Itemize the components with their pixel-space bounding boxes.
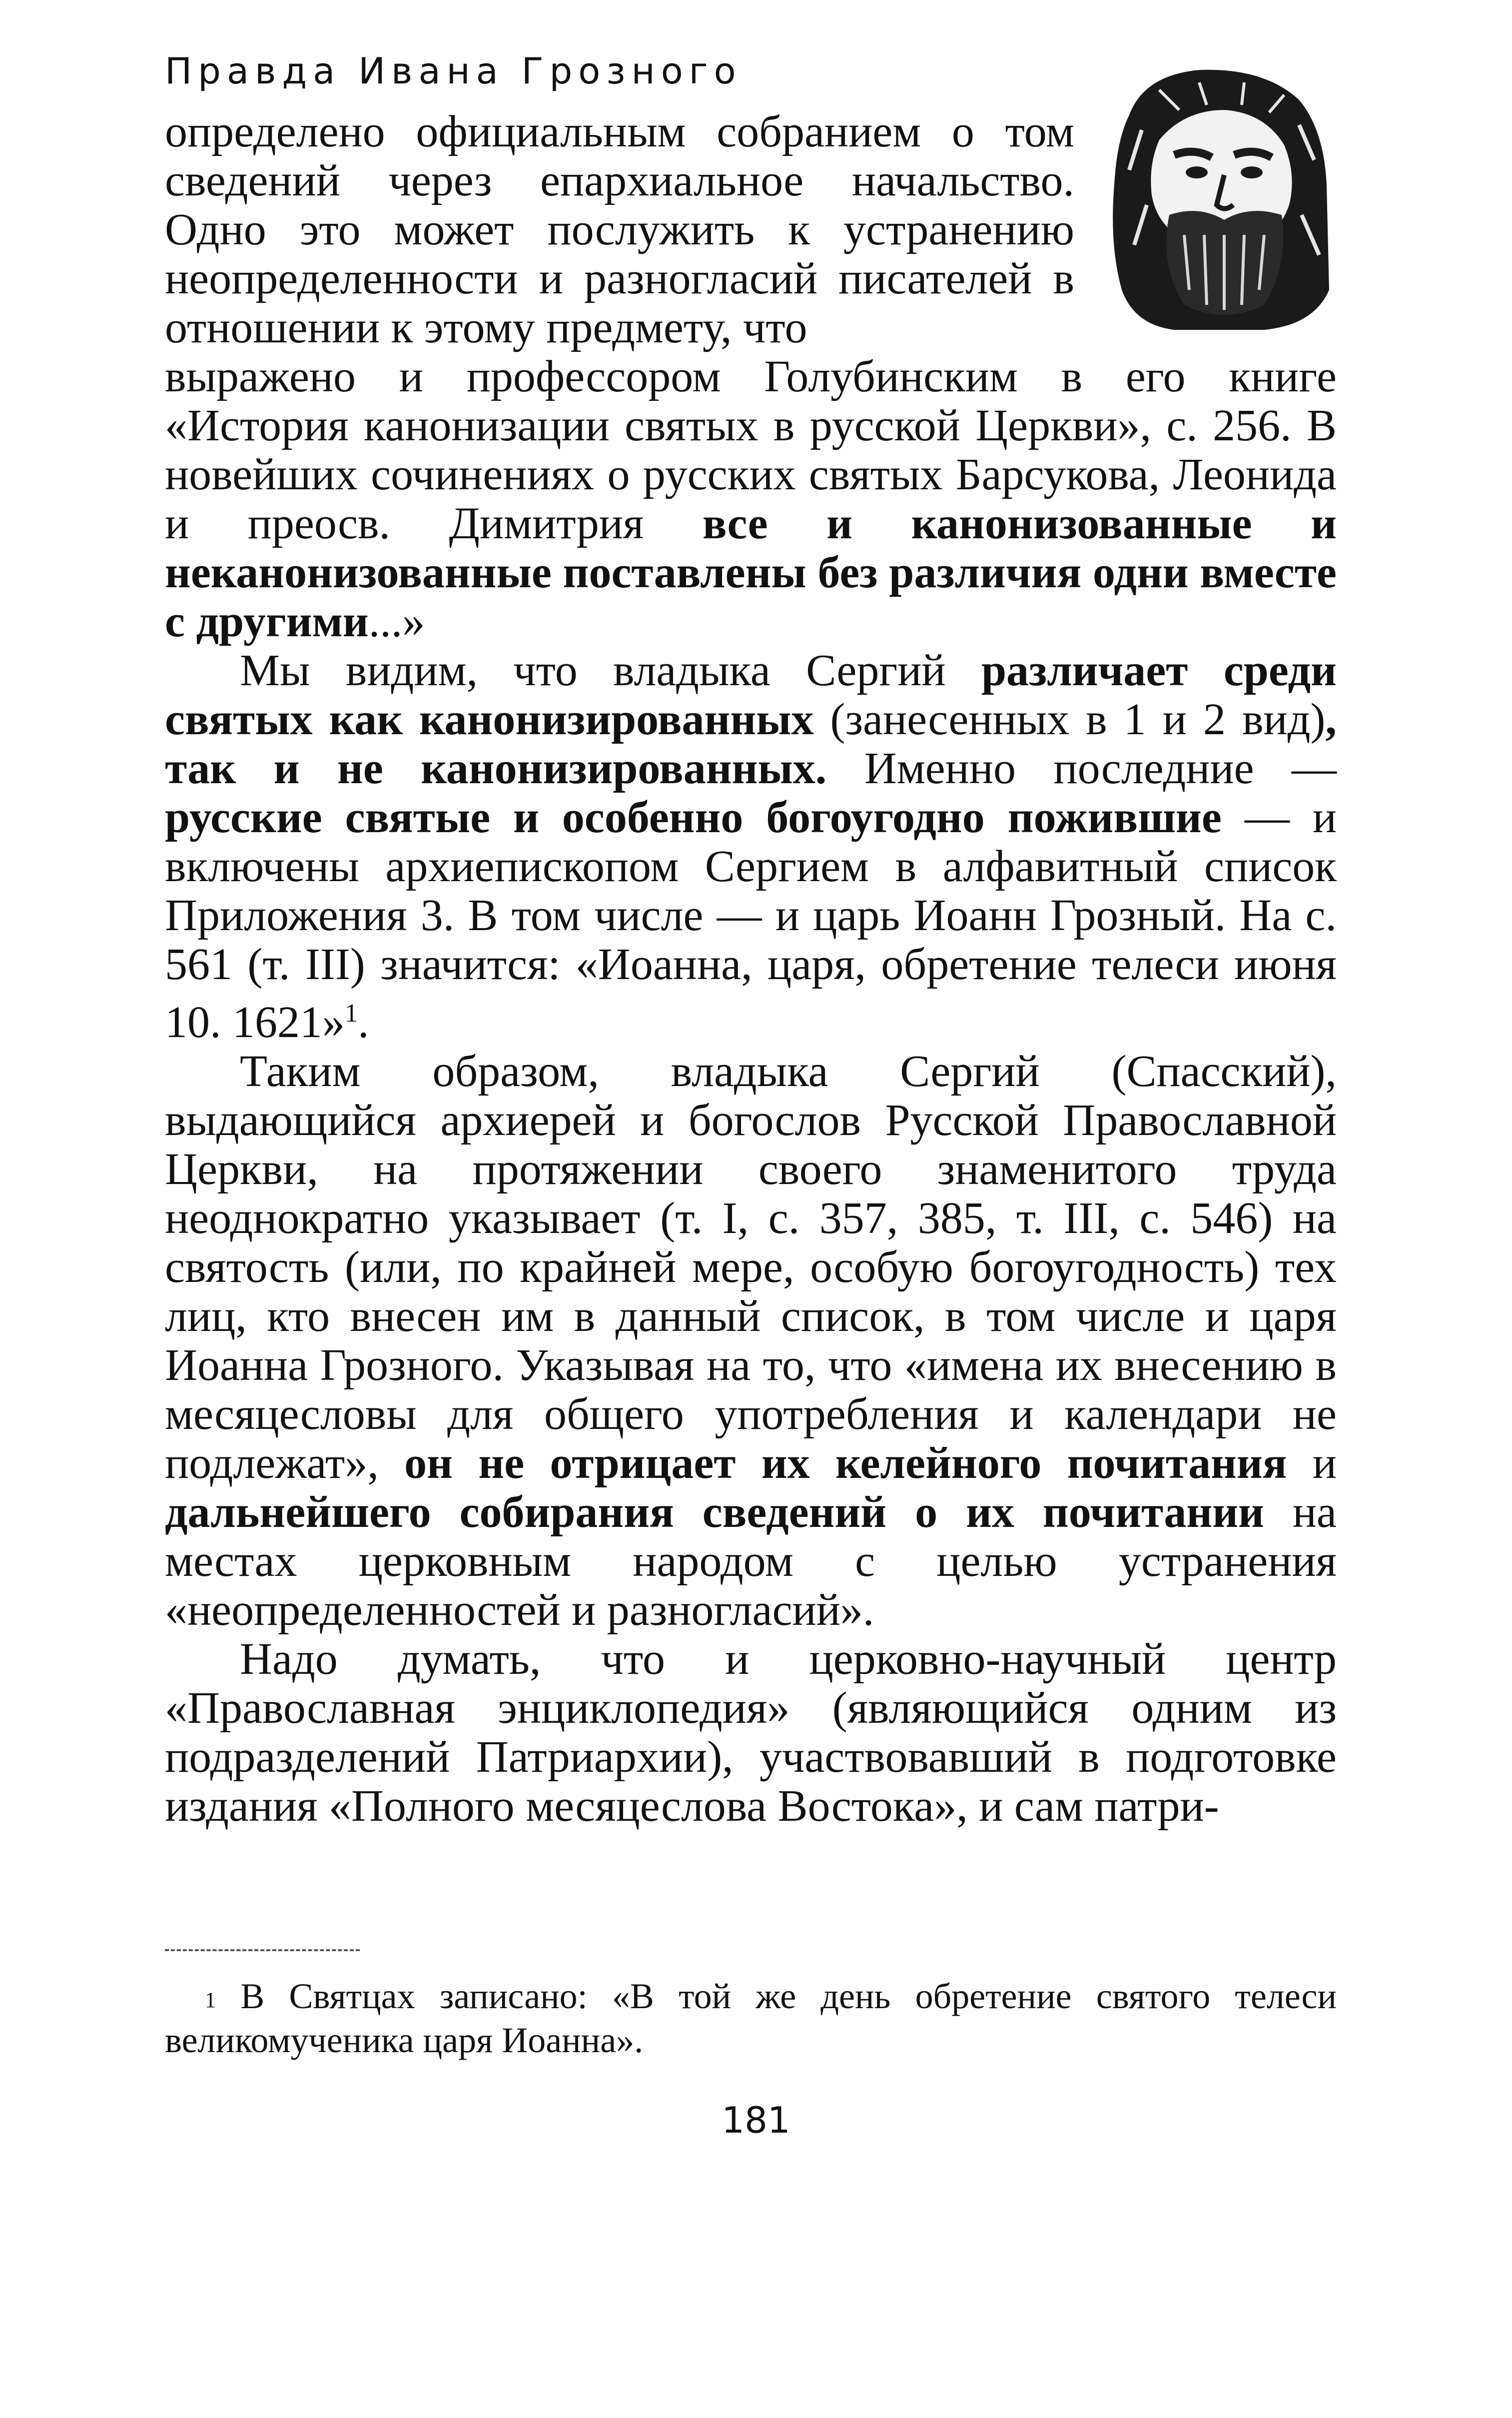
paragraph-1-intro: определено официальным собранием о том сведений через епархиальное начальство. Одно это может послужить к устранению неопределенности и разногласий писателей в отношении к этому предмету, что bbox=[165, 107, 1074, 352]
footnote-reference: 1 bbox=[345, 999, 358, 1028]
paragraph-2-bold-3: русские святые и особенно богоугодно пожившие bbox=[165, 793, 1222, 842]
footnote-divider bbox=[165, 1949, 360, 1951]
paragraph-3-text-3: на местах церковным народом с целью устранения «неопределенностей и разногласий». bbox=[165, 1487, 1337, 1635]
footnote-marker: 1 bbox=[205, 1988, 216, 2012]
body-text bbox=[165, 107, 1337, 1831]
paragraph-2-text-2: (занесенных в 1 и 2 вид) bbox=[813, 695, 1326, 744]
paragraph-2-bold-1: различает среди святых как канонизированных bbox=[165, 646, 1337, 744]
paragraph-2-text-5: . bbox=[358, 998, 369, 1047]
paragraph-2-text-3: Именно последние — bbox=[826, 744, 1337, 793]
footnote-text: В Святцах записано: «В той же день обретение святого телеси великомученика царя Иоанна». bbox=[165, 1976, 1337, 2060]
paragraph-4-text: Надо думать, что и церковно-научный центр «Православная энциклопедия» (являющийся одним из подразделений Патриархии), участвовавший в подготовке издания «Полного месяцеслова Востока», и сам патри- bbox=[165, 1634, 1337, 1831]
paragraph-1 bbox=[165, 107, 1337, 646]
footnote bbox=[165, 1974, 1337, 2062]
paragraph-3 bbox=[165, 1047, 1337, 1635]
paragraph-2-text-4: — и включены архиепископом Сергием в алфавитный список Приложения 3. В том числе — и царь Иоанн Грозный. На с. 561 (т. III) значится: «Иоанна, царя, обретение телеси июня 10. 1621» bbox=[165, 793, 1337, 1047]
page-number: 181 bbox=[722, 2099, 790, 2141]
paragraph-2-text-1: Мы видим, что владыка Сергий bbox=[240, 646, 981, 695]
paragraph-2 bbox=[165, 646, 1337, 1047]
paragraph-1-bold: все и канонизованные и неканонизованные поставлены без различия одни вместе с другими bbox=[165, 499, 1337, 646]
paragraph-3-bold-2: дальнейшего собирания сведений о их почитании bbox=[165, 1487, 1264, 1537]
paragraph-1-text: выражено и профессором Голубинским в его книге «История канонизации святых в русской Церкви», с. 256. В новейших сочинениях о русских святых Барсукова, Леонида и преосв. Димитрия bbox=[165, 352, 1337, 548]
paragraph-2-bold-2: , так и не канонизированных. bbox=[165, 695, 1337, 793]
paragraph-3-text-2: и bbox=[1287, 1438, 1337, 1488]
paragraph-4 bbox=[165, 1635, 1337, 1831]
paragraph-1-end: ...» bbox=[368, 597, 425, 646]
paragraph-3-text-1: Таким образом, владыка Сергий (Спасский), выдающийся архиерей и богослов Русской Православной Церкви, на протяжении своего знаменитого труда неоднократно указывает (т. I, с. 357, 385, т. III, с. 546) на святость (или, по крайней мере, особую богоугодность) тех лиц, кто внесен им в данный список, в том числе и царя Иоанна Грозного. Указывая на то, что «имена их внесению в месяцесловы для общего употребления и календари не подлежат», bbox=[165, 1047, 1337, 1488]
paragraph-3-bold-1: он не отрицает их келейного почитания bbox=[404, 1438, 1287, 1488]
running-header: Правда Ивана Грозного bbox=[165, 50, 742, 92]
